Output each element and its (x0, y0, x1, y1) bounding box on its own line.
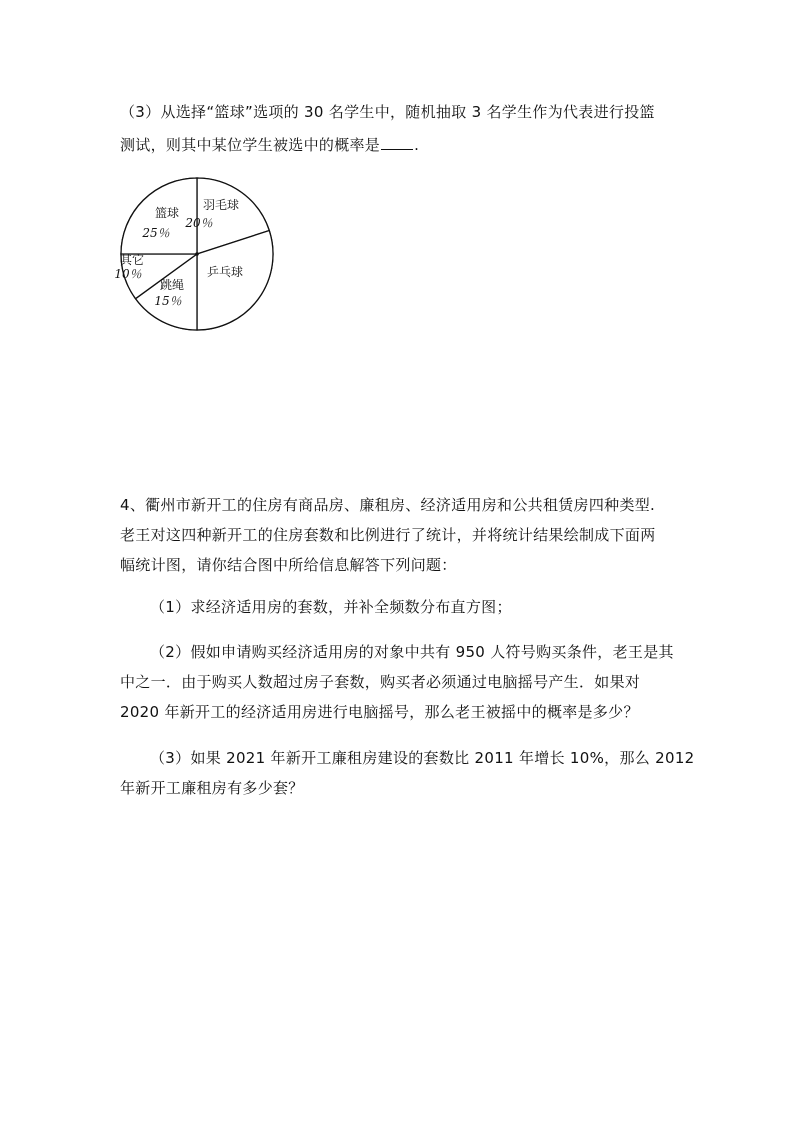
question-3-line-1: （3）从选择“篮球”选项的 30 名学生中，随机抽取 3 名学生作为代表进行投篮 (120, 103, 655, 121)
pie-value-label-4: 25％ (142, 226, 170, 240)
pie-label-4: 篮球 (154, 206, 180, 220)
problem-4-line-1: 4、衢州市新开工的住房有商品房、廉租房、经济适用房和公共租赁房四种类型. (120, 496, 656, 514)
pie-label-0: 羽毛球 (202, 198, 240, 212)
problem-4-question-3-line-1: （3）如果 2021 年新开工廉租房建设的套数比 2011 年增长 10%，那么 2012 (150, 749, 695, 767)
problem-4-question-2-line-3: 2020 年新开工的经济适用房进行电脑摇号，那么老王被摇中的概率是多少？ (120, 703, 639, 721)
pie-value-label-0: 20％ (185, 216, 213, 230)
question-3-line-2 (120, 135, 419, 155)
problem-4-line-2: 老王对这四种新开工的住房套数和比例进行了统计，并将统计结果绘制成下面两 (120, 526, 656, 544)
pie-label-1: 乒乓球 (206, 265, 244, 279)
question-3-period: . (414, 136, 420, 154)
pie-label-2: 跳绳 (159, 278, 185, 292)
pie-center-dot (195, 252, 199, 256)
pie-label-3: 其它 (119, 253, 145, 267)
pie-value-label-2: 15％ (154, 294, 182, 308)
problem-4-question-2-line-2: 中之一．由于购买人数超过房子套数，购买者必须通过电脑摇号产生．如果对 (120, 673, 641, 691)
problem-4-line-3: 幅统计图，请你结合图中所给信息解答下列问题： (120, 556, 457, 574)
answer-blank (381, 135, 413, 150)
question-3-text: 测试，则其中某位学生被选中的概率是 (120, 136, 381, 154)
problem-4-question-2-line-1: （2）假如申请购买经济适用房的对象中共有 950 人符号购买条件，老王是其 (150, 643, 674, 661)
problem-4-question-1: （1）求经济适用房的套数，并补全频数分布直方图； (150, 598, 512, 616)
pie-value-label-3: 10％ (114, 267, 142, 281)
problem-4-question-3-line-2: 年新开工廉租房有多少套？ (120, 779, 304, 797)
pie-chart (114, 175, 276, 333)
